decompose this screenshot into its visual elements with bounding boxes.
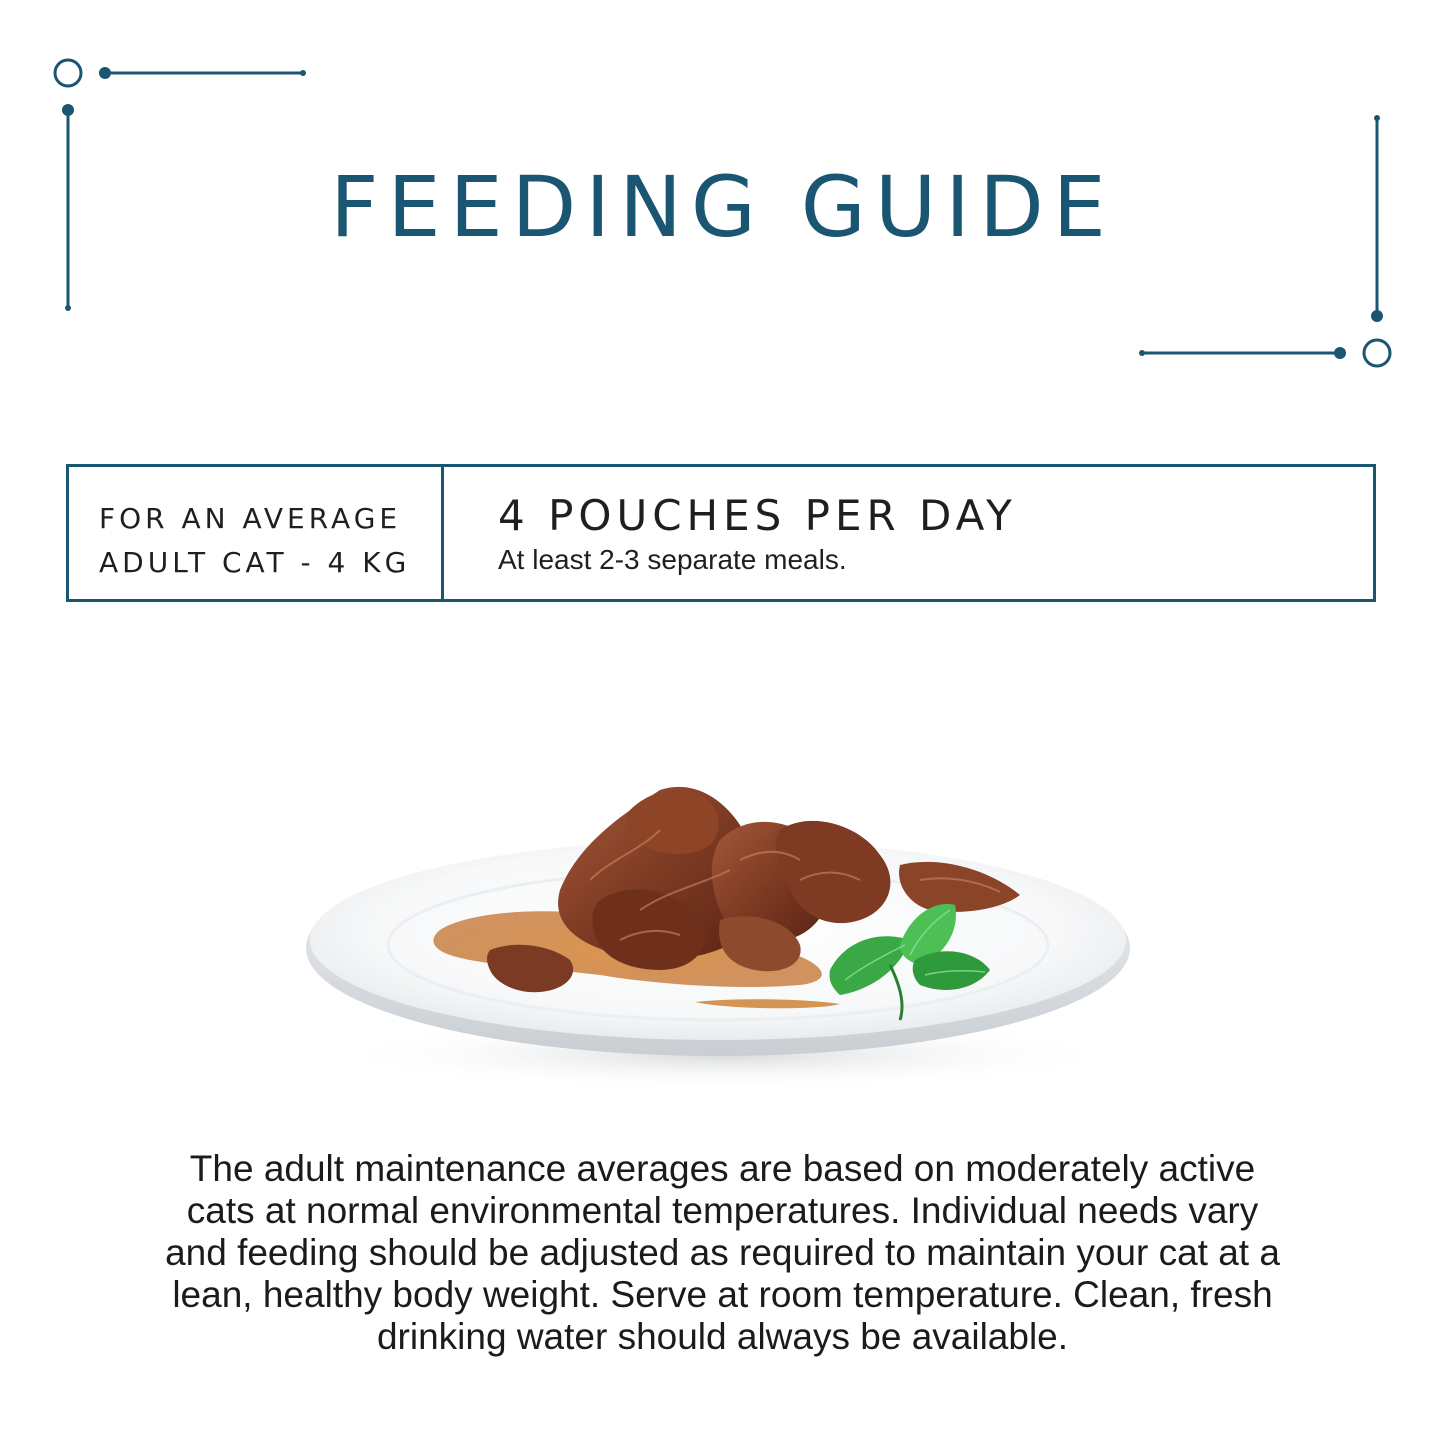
cat-profile-cell [69,467,444,599]
cat-profile-line-1: FOR AN AVERAGE [99,502,402,535]
feeding-amount-cell [444,467,1373,599]
meal-note: At least 2-3 separate meals. [498,544,847,575]
feeding-description: The adult maintenance averages are based on moderately active cats at normal environmental temperatures. Individual needs vary and feeding should be adjusted as required to maintain your cat at a lean, healthy body weight. Serve at room temperature. Clean, fresh drinking water should always be available. [165,1148,1280,1357]
feeding-guide-box [66,464,1376,602]
page-title: FEEDING GUIDE [330,158,1115,256]
daily-amount: 4 POUCHES PER DAY [498,491,1017,540]
plate-of-cat-food-with-mint-icon [300,770,1150,1100]
cat-profile-line-2: ADULT CAT - 4 KG [99,546,411,579]
